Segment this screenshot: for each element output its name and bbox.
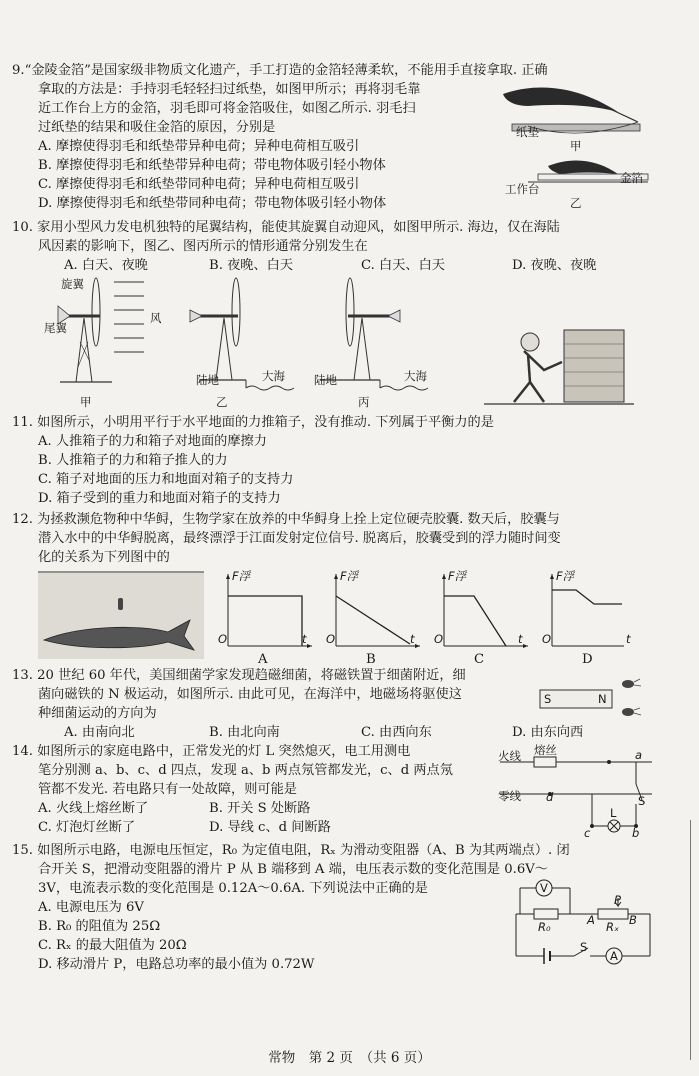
- q14-option-d: D. 导线 c、d 间断路: [209, 820, 331, 835]
- q14-label-a: a: [635, 748, 643, 762]
- q12-graph-c-ylabel: F浮: [448, 569, 467, 583]
- bacterium-1-icon: [622, 680, 634, 688]
- q9-option-c: C. 摩擦使得羽毛和纸垫带同种电荷；异种电荷相互吸引: [38, 177, 360, 192]
- graph-d-curve: [552, 590, 622, 604]
- bacterium-2-icon: [622, 708, 634, 716]
- q13-label-n: N: [598, 692, 607, 706]
- boy-body-icon: [514, 351, 562, 402]
- q10-option-b: B. 夜晚、白天: [209, 258, 294, 273]
- q15-label-v: V: [540, 881, 548, 895]
- q13-label-s: S: [544, 692, 552, 706]
- q10-label-jia: 甲: [80, 395, 92, 409]
- graph-b: [334, 574, 420, 648]
- q15-label-a: A: [587, 913, 595, 927]
- turbine-jia-icon: [58, 278, 144, 382]
- q12-graph-c-xlabel: t: [518, 632, 523, 646]
- q9-line-4: 过纸垫的结果和吸住金箔的原因，分别是: [38, 120, 276, 135]
- capsule-icon: [118, 598, 123, 610]
- q11-option-b: B. 人推箱子的力和箱子推人的力: [38, 453, 228, 468]
- q13-line-2: 菌向磁铁的 N 极运动，如图所示. 由此可见，在海洋中，地磁场将驱使这: [38, 687, 462, 702]
- graph-d: [550, 574, 624, 648]
- q15-line-3: 3V，电流表示数的变化范围是 0.12A～0.6A. 下列说法中正确的是: [38, 881, 428, 896]
- q10-line-2: 风因素的影响下，图乙、图丙所示的情形通常分别发生在: [38, 239, 368, 254]
- q14-line-1: 14. 如图所示的家庭电路中，正常发光的灯 L 突然熄灭，电工用测电: [12, 744, 411, 759]
- q9-option-a: A. 摩擦使得羽毛和纸垫带异种电荷；异种电荷相互吸引: [38, 139, 360, 154]
- q12-graph-d-origin: O: [542, 632, 552, 646]
- q11-option-c: C. 箱子对地面的压力和地面对箱子的支持力: [38, 472, 294, 487]
- page-edge-rule: [690, 820, 691, 1060]
- q15-line-1: 15. 如图所示电路，电源电压恒定，R₀ 为定值电阻，Rₓ 为滑动变阻器（A、B 为其两端点）. 闭: [12, 843, 570, 858]
- q12-graph-b-ylabel: F浮: [340, 569, 359, 583]
- q12-graph-a-ylabel: F浮: [232, 569, 251, 583]
- feather-jia-icon: [503, 88, 618, 112]
- graph-c-curve: [444, 596, 506, 646]
- q9-line-3: 近工作台上方的金箔，羽毛即可将金箔吸住，如图乙所示. 羽毛扫: [38, 101, 416, 116]
- q15-option-a: A. 电源电压为 6V: [38, 900, 144, 915]
- q15-line-2: 合开关 S，把滑动变阻器的滑片 P 从 B 端移到 A 端，电压表示数的变化范围是 0.6V～: [38, 862, 548, 877]
- box-shape: [564, 330, 624, 402]
- q9-label-jia: 甲: [570, 139, 582, 153]
- q14-line-2: 笔分别测 a、b、c、d 四点，发现 a、b 两点氖管都发光，c、d 两点氖: [38, 763, 453, 778]
- q10-label-rotor: 旋翼: [61, 277, 84, 291]
- q15-label-r0: R₀: [538, 920, 551, 934]
- fuse-icon: [534, 757, 556, 767]
- q15-label-p: P: [614, 893, 621, 907]
- q10-option-d: D. 夜晚、夜晚: [512, 258, 597, 273]
- q14-option-b: B. 开关 S 处断路: [209, 801, 311, 816]
- q11-push-box-figure: [484, 320, 634, 420]
- q9-label-gold-foil: 金箔: [620, 171, 643, 185]
- q12-option-a: A: [258, 652, 268, 667]
- q11-option-a: A. 人推箱子的力和箱子对地面的摩擦力: [38, 434, 267, 449]
- q14-label-fuse: 熔丝: [534, 743, 557, 757]
- q15-label-b: B: [629, 913, 637, 927]
- q10-line-1: 10. 家用小型风力发电机独特的尾翼结构，能使其旋翼自动迎风，如图甲所示. 海边，仅在海陆: [12, 220, 560, 235]
- q12-option-c: C: [474, 652, 485, 667]
- q12-graph-a-xlabel: t: [302, 632, 307, 646]
- q13-option-b: B. 由北向南: [209, 725, 280, 740]
- q13-option-a: A. 由南向北: [64, 725, 135, 740]
- q10-label-wind: 风: [150, 311, 162, 325]
- q10-label-land-bing: 陆地: [314, 373, 337, 387]
- q13-option-c: C. 由西向东: [361, 725, 432, 740]
- q15-label-rx: Rₓ: [606, 920, 620, 934]
- q12-line-3: 化的关系为下列图中的: [38, 550, 170, 565]
- q9-line-1: 9.“金陵金箔”是国家级非物质文化遗产，手工打造的金箔轻薄柔软，不能用手直接拿取. 正确: [12, 63, 548, 78]
- graph-c: [442, 574, 528, 648]
- q14-label-d: d: [546, 790, 554, 804]
- q13-magnet-figure: [536, 674, 646, 720]
- q10-label-tail: 尾翼: [44, 321, 67, 335]
- q9-option-b: B. 摩擦使得羽毛和纸垫带异种电荷；带电物体吸引轻小物体: [38, 158, 386, 173]
- q14-label-b: b: [632, 826, 640, 840]
- q12-graph-b-xlabel: t: [410, 632, 415, 646]
- q10-option-a: A. 白天、夜晚: [64, 258, 148, 273]
- q14-label-c: c: [584, 826, 591, 840]
- q10-wind-turbine-figures: [40, 272, 460, 412]
- q11-option-d: D. 箱子受到的重力和地面对箱子的支持力: [38, 491, 281, 506]
- q10-label-sea-yi: 大海: [262, 369, 285, 383]
- q10-label-yi: 乙: [216, 395, 228, 409]
- q15-option-d: D. 移动滑片 P，电路总功率的最小值为 0.72W: [38, 957, 315, 972]
- q12-line-2: 潜入水中的中华鲟脱离，最终漂浮于江面发射定位信号. 脱离后，胶囊受到的浮力随时间变: [38, 531, 561, 546]
- q13-option-d: D. 由东向西: [512, 725, 584, 740]
- q12-line-1: 12. 为拯救濒危物种中华鲟，生物学家在放养的中华鲟身上拴上定位硬壳胶囊. 数天后，胶囊与: [12, 512, 560, 527]
- rx-rheostat-icon: [598, 909, 628, 919]
- q9-label-paper-pad: 纸垫: [516, 125, 539, 139]
- q14-line-3: 管都不发光. 若电路只有一处故障，则可能是: [38, 782, 297, 797]
- q15-label-s: S: [580, 940, 588, 954]
- q12-graph-c-origin: O: [434, 632, 444, 646]
- q15-label-ammeter: A: [610, 949, 618, 963]
- q14-option-a: A. 火线上熔丝断了: [38, 801, 149, 816]
- q12-graph-d-ylabel: F浮: [556, 569, 575, 583]
- q9-line-2: 拿取的方法是：手持羽毛轻轻扫过纸垫，如图甲所示；再将羽毛靠: [38, 82, 421, 97]
- feather-yi-icon: [548, 160, 618, 174]
- q12-graph-a-origin: O: [218, 632, 228, 646]
- q15-option-c: C. Rₓ 的最大阻值为 20Ω: [38, 938, 187, 953]
- q12-graph-d-xlabel: t: [626, 632, 631, 646]
- q14-option-c: C. 灯泡灯丝断了: [38, 820, 136, 835]
- q14-label-l: L: [610, 806, 617, 820]
- q9-label-work-table: 工作台: [505, 182, 540, 196]
- q14-label-neutral: 零线: [498, 789, 521, 803]
- q13-line-3: 种细菌运动的方向为: [38, 706, 157, 721]
- r0-resistor-icon: [534, 909, 558, 919]
- q10-label-bing: 丙: [358, 395, 370, 409]
- page-footer: 常物 第 2 页 （共 6 页）: [268, 1050, 431, 1066]
- q15-option-b: B. R₀ 的阻值为 25Ω: [38, 919, 161, 934]
- q14-label-live: 火线: [498, 749, 521, 763]
- q14-label-s: S: [638, 794, 646, 808]
- q12-option-d: D: [582, 652, 593, 667]
- boy-head-icon: [521, 333, 539, 351]
- q10-label-sea-bing: 大海: [404, 369, 427, 383]
- graph-a: [226, 574, 312, 648]
- q9-label-yi: 乙: [570, 196, 582, 210]
- q11-line: 11. 如图所示，小明用平行于水平地面的力推箱子，没有推动. 下列属于平衡力的是: [12, 415, 494, 430]
- graph-b-curve: [336, 596, 410, 644]
- graph-a-curve: [228, 596, 302, 646]
- q13-line-1: 13. 20 世纪 60 年代，美国细菌学家发现趋磁细菌，将磁铁置于细菌附近，细: [12, 668, 466, 683]
- q9-option-d: D. 摩擦使得羽毛和纸垫带同种电荷；带电物体吸引轻小物体: [38, 196, 387, 211]
- q12-graph-b-origin: O: [326, 632, 336, 646]
- q10-option-c: C. 白天、白天: [361, 258, 445, 273]
- q10-label-land-yi: 陆地: [196, 373, 219, 387]
- q12-sturgeon-figure: [38, 570, 204, 662]
- q12-option-b: B: [366, 652, 376, 667]
